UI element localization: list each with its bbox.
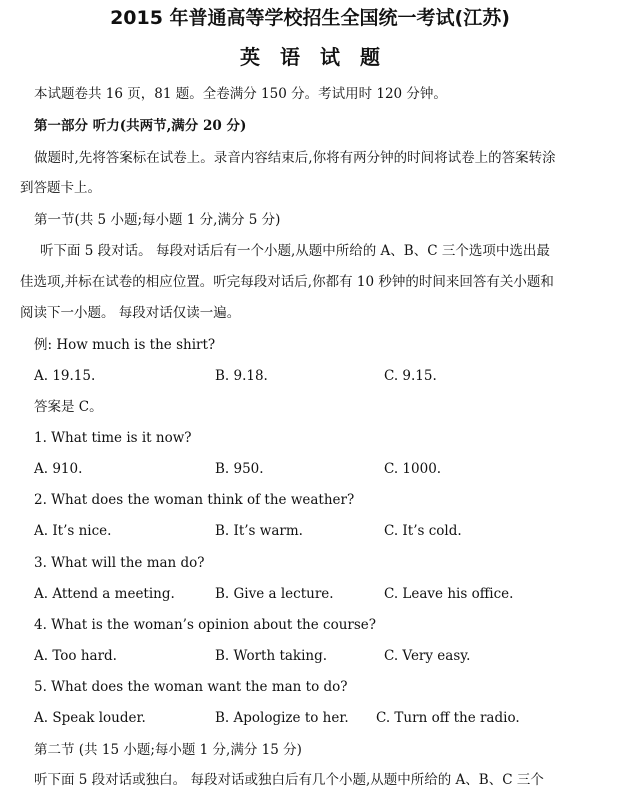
section1-para-line2: 佳选项,并标在试卷的相应位置。听完每段对话后,你都有 10 秒钟的时间来回答有关小题和 — [20, 274, 554, 290]
question-1-option-a: A. 910. — [34, 461, 83, 477]
question-1-option-b: B. 950. — [215, 461, 264, 477]
question-5-option-b: B. Apologize to her. — [215, 710, 349, 726]
example-question: 例: How much is the shirt? — [34, 337, 216, 353]
question-4-option-a: A. Too hard. — [34, 648, 117, 664]
question-5-option-a: A. Speak louder. — [34, 710, 146, 726]
question-1: 1. What time is it now? — [34, 430, 192, 446]
question-3-option-a: A. Attend a meeting. — [34, 586, 175, 602]
example-answer: 答案是 C。 — [34, 399, 103, 415]
section2-para-line1: 听下面 5 段对话或独白。 每段对话或独白后有几个小题,从题中所给的 A、B、C 三个 — [34, 772, 544, 788]
question-2-option-a: A. It’s nice. — [34, 523, 112, 539]
question-3: 3. What will the man do? — [34, 555, 205, 571]
example-option-b: B. 9.18. — [215, 368, 268, 384]
question-3-option-b: B. Give a lecture. — [215, 586, 334, 602]
question-4-option-b: B. Worth taking. — [215, 648, 328, 664]
section1-heading: 第一节(共 5 小题;每小题 1 分,满分 5 分) — [34, 212, 281, 228]
question-2: 2. What does the woman think of the weather? — [34, 492, 355, 508]
part1-heading: 第一部分 听力(共两节,满分 20 分) — [34, 118, 247, 134]
question-2-option-c: C. It’s cold. — [384, 523, 462, 539]
section1-para-line3: 阅读下一小题。 每段对话仅读一遍。 — [20, 305, 241, 321]
example-option-c: C. 9.15. — [384, 368, 437, 384]
section2-heading: 第二节 (共 15 小题;每小题 1 分,满分 15 分) — [34, 742, 302, 758]
question-2-option-b: B. It’s warm. — [215, 523, 303, 539]
question-5: 5. What does the woman want the man to do? — [34, 679, 348, 695]
question-4-option-c: C. Very easy. — [384, 648, 471, 664]
example-option-a: A. 19.15. — [34, 368, 96, 384]
part1-instructions-line2: 到答题卡上。 — [20, 180, 101, 196]
part1-instructions-line1: 做题时,先将答案标在试卷上。录音内容结束后,你将有两分钟的时间将试卷上的答案转涂 — [34, 150, 556, 166]
section1-para-line1: 听下面 5 段对话。 每段对话后有一个小题,从题中所给的 A、B、C 三个选项中选出最 — [40, 243, 550, 259]
intro-text: 本试题卷共 16 页，81 题。全卷满分 150 分。考试用时 120 分钟。 — [34, 86, 447, 102]
question-5-option-c: C. Turn off the radio. — [376, 710, 520, 726]
question-3-option-c: C. Leave his office. — [384, 586, 514, 602]
exam-title: 2015 年普通高等学校招生全国统一考试(江苏) — [110, 7, 510, 29]
question-1-option-c: C. 1000. — [384, 461, 442, 477]
question-4: 4. What is the woman’s opinion about the course? — [34, 617, 377, 633]
exam-subtitle: 英语试题 — [240, 45, 400, 69]
